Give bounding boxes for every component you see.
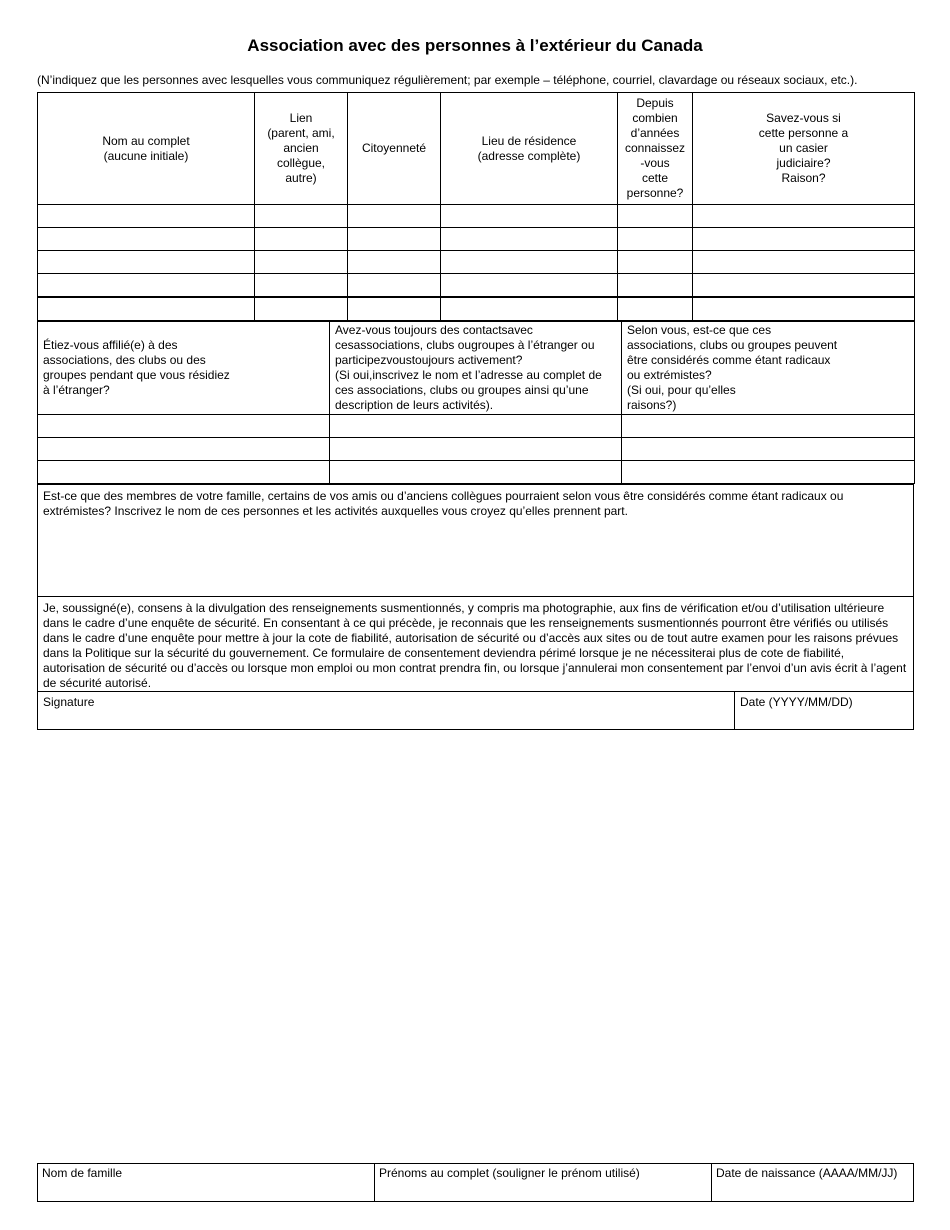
table-cell[interactable]	[255, 297, 348, 321]
table-row	[38, 251, 915, 274]
table-row	[38, 461, 915, 484]
radical-contacts-question: Est-ce que des membres de votre famille, certains de vos amis ou d’anciens collègues pourraient selon vous être considérés comme étant radicaux ou extrémistes? Inscrivez le nom de ces personnes et les activités auxquelles vous croyez qu’elles prennent part.	[43, 489, 844, 518]
table-cell[interactable]	[693, 297, 915, 321]
table-cell[interactable]	[622, 461, 915, 484]
table-cell[interactable]	[441, 251, 618, 274]
table-cell[interactable]	[441, 228, 618, 251]
col-header-affiliated: Étiez-vous affilié(e) à des associations, des clubs ou des groupes pendant que vous résidiez à l’étranger?	[38, 322, 330, 415]
table-row	[38, 205, 915, 228]
table-cell[interactable]	[693, 251, 915, 274]
table-cell[interactable]	[618, 297, 693, 321]
birth-date-field[interactable]	[712, 1164, 901, 1201]
associations-header-row	[38, 322, 915, 415]
table-cell[interactable]	[441, 205, 618, 228]
first-names-label: Prénoms au complet (souligner le prénom utilisé)	[379, 1166, 640, 1180]
table-row	[38, 415, 915, 438]
last-name-label: Nom de famille	[42, 1166, 123, 1180]
table-cell[interactable]	[330, 415, 622, 438]
contacts-rows	[38, 205, 915, 321]
table-cell[interactable]	[348, 228, 441, 251]
table-cell[interactable]	[38, 274, 255, 298]
last-name-field[interactable]	[38, 1164, 375, 1201]
contacts-table	[37, 92, 915, 321]
table-cell[interactable]	[38, 228, 255, 251]
contacts-header-row	[38, 93, 915, 205]
page-title: Association avec des personnes à l’extérieur du Canada	[247, 36, 703, 55]
table-cell[interactable]	[38, 415, 330, 438]
table-cell[interactable]	[622, 438, 915, 461]
table-cell[interactable]	[38, 461, 330, 484]
table-cell[interactable]	[348, 274, 441, 298]
col-header-years-known: Depuis combien d’années connaissez -vous cette personne?	[618, 93, 693, 205]
table-cell[interactable]	[330, 438, 622, 461]
table-cell[interactable]	[38, 205, 255, 228]
table-cell[interactable]	[622, 415, 915, 438]
table-cell[interactable]	[38, 297, 255, 321]
first-names-field[interactable]	[375, 1164, 712, 1201]
table-cell[interactable]	[618, 228, 693, 251]
table-cell[interactable]	[618, 274, 693, 298]
radical-contacts-box[interactable]	[37, 484, 914, 597]
col-header-radical-groups: Selon vous, est-ce que ces associations, clubs ou groupes peuvent être considérés comme étant radicaux ou extrémistes? (Si oui, pour qu’elles raisons?)	[622, 322, 915, 415]
table-cell[interactable]	[255, 228, 348, 251]
signature-field[interactable]	[38, 692, 735, 729]
table-cell[interactable]	[441, 274, 618, 298]
signature-date-field[interactable]	[735, 692, 858, 729]
instruction-text: (N’indiquez que les personnes avec lesquelles vous communiquez régulièrement; par exemple – téléphone, courriel, clavardage ou réseaux sociaux, etc.).	[37, 73, 858, 87]
table-row	[38, 438, 915, 461]
associations-table	[37, 321, 915, 484]
col-header-still-in-contact: Avez-vous toujours des contactsavec cesassociations, clubs ougroupes à l’étranger ou participezvoustoujours activement? (Si oui,inscrivez le nom et l’adresse au complet de ces associations, clubs ou groupes ainsi qu’une description de leurs activités).	[330, 322, 622, 415]
table-cell[interactable]	[618, 205, 693, 228]
table-row	[38, 297, 915, 321]
table-cell[interactable]	[348, 251, 441, 274]
table-cell[interactable]	[255, 205, 348, 228]
table-cell[interactable]	[618, 251, 693, 274]
birth-date-label: Date de naissance (AAAA/MM/JJ)	[716, 1166, 898, 1180]
identity-footer	[37, 1163, 914, 1202]
col-header-residence: Lieu de résidence (adresse complète)	[441, 93, 618, 205]
signature-label: Signature	[43, 695, 95, 709]
table-cell[interactable]	[693, 205, 915, 228]
table-cell[interactable]	[255, 274, 348, 298]
col-header-criminal-record: Savez-vous si cette personne a un casier judiciaire? Raison?	[693, 93, 915, 205]
table-row	[38, 228, 915, 251]
consent-text: Je, soussigné(e), consens à la divulgation des renseignements susmentionnés, y compris ma photographie, aux fins de vérification et/ou d’utilisation ultérieure dans le cadre d’une enquête de sécurité. En consentant à ce qui précède, je reconnais que les renseignements susmentionnés pourront être vérifiés ou utilisés dans le cadre d’une enquête pour mettre à jour la cote de fiabilité, autorisation de sécurité ou d’accès aux sites ou de tout autre examen pour les raisons prévues dans la Politique sur la sécurité du gouvernement. Ce formulaire de consentement deviendra périmé lorsque je ne nécessiterai plus de cote de fiabilité, autorisation de sécurité ou d’accès ou lorsque mon emploi ou mon contrat prendra fin, ou lorsque j’annulerai mon consentement par l’envoi d’un avis écrit à l’agent de sécurité autorisé.	[43, 601, 907, 690]
table-cell[interactable]	[693, 228, 915, 251]
table-cell[interactable]	[348, 297, 441, 321]
table-cell[interactable]	[255, 251, 348, 274]
table-cell[interactable]	[38, 251, 255, 274]
signature-row	[37, 691, 914, 730]
associations-rows	[38, 415, 915, 484]
table-cell[interactable]	[348, 205, 441, 228]
table-cell[interactable]	[441, 297, 618, 321]
table-cell[interactable]	[330, 461, 622, 484]
col-header-relationship: Lien (parent, ami, ancien collègue, autre)	[255, 93, 348, 205]
consent-box	[37, 596, 914, 692]
col-header-citizenship: Citoyenneté	[348, 93, 441, 205]
col-header-full-name: Nom au complet (aucune initiale)	[38, 93, 255, 205]
table-row	[38, 274, 915, 298]
table-cell[interactable]	[693, 274, 915, 298]
signature-date-label: Date (YYYY/MM/DD)	[740, 695, 853, 709]
table-cell[interactable]	[38, 438, 330, 461]
